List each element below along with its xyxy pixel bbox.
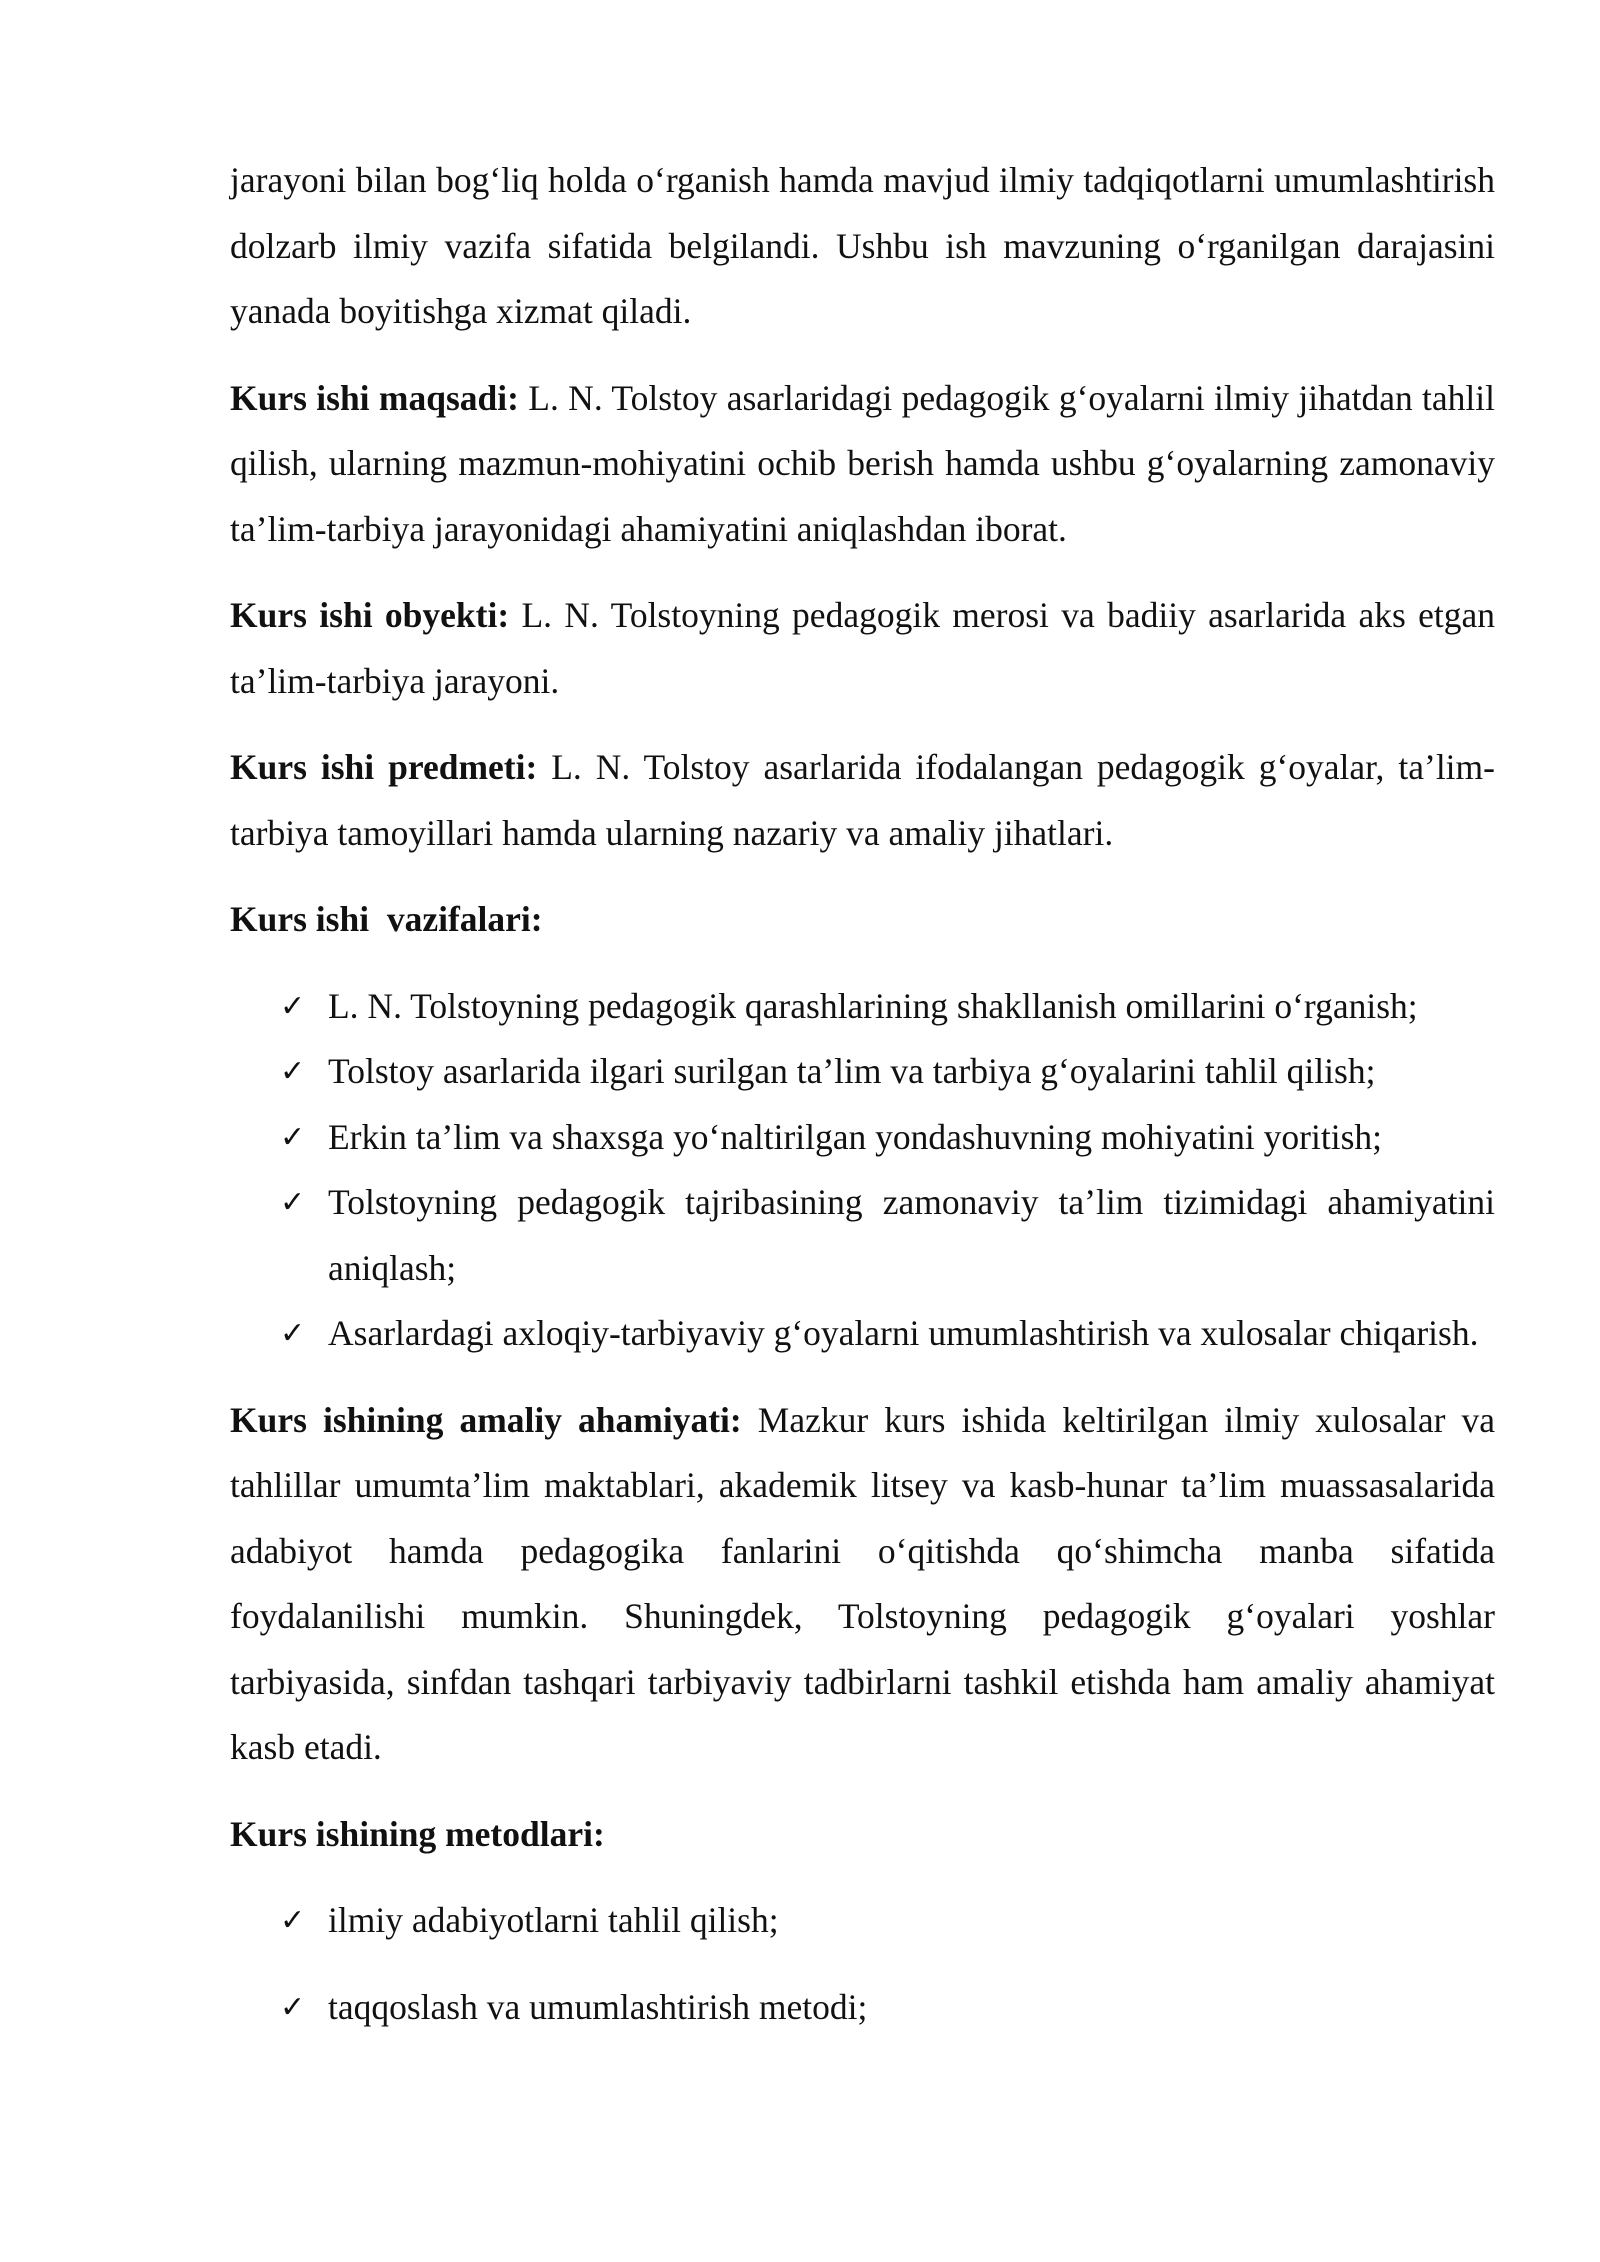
practical-paragraph bbox=[230, 1388, 1495, 1781]
list-item bbox=[280, 1105, 1495, 1171]
methods-heading: Kurs ishining metodlari: bbox=[230, 1813, 605, 1854]
checkmark-icon: ✓ bbox=[280, 1989, 306, 2025]
goal-text: L. N. Tolstoy asarlaridagi pedagogik g‘oyalarni ilmiy jihatdan tahlil qilish, ularning mazmun-mohiyatini ochib berish hamda ushbu g‘oyalarning zamonaviy ta’lim-tarbiya jarayonidagi ahamiyatini aniqlashdan iborat. bbox=[230, 377, 1495, 549]
methods-heading-paragraph bbox=[230, 1802, 1495, 1868]
checkmark-icon: ✓ bbox=[280, 1119, 306, 1155]
practical-text: Mazkur kurs ishida keltirilgan ilmiy xulosalar va tahlillar umumta’lim maktablari, akademik litsey va kasb-hunar ta’lim muassasalarida adabiyot hamda pedagogika fanlarini o‘qitishda qo‘shimcha manba sifatida foydalanilishi mumkin. Shuningdek, Tolstoyning pedagogik g‘oyalari yoshlar tarbiyasida, sinfdan tashqari tarbiyaviy tadbirlarni tashkil etishda ham amaliy ahamiyat kasb etadi. bbox=[230, 1399, 1495, 1767]
list-item bbox=[280, 1039, 1495, 1105]
practical-label: Kurs ishining amaliy ahamiyati: bbox=[230, 1399, 742, 1440]
tasks-list bbox=[230, 974, 1495, 1367]
checkmark-icon: ✓ bbox=[280, 988, 306, 1024]
methods-list bbox=[230, 1888, 1495, 2040]
task-text: Tolstoyning pedagogik tajribasining zamonaviy ta’lim tizimidagi ahamiyatini aniqlash; bbox=[328, 1182, 1495, 1288]
subject-text: L. N. Tolstoy asarlarida ifodalangan pedagogik g‘oyalar, ta’lim-tarbiya tamoyillari hamda ularning nazariy va amaliy jihatlari. bbox=[230, 747, 1495, 853]
intro-paragraph bbox=[230, 148, 1495, 345]
document-page bbox=[230, 148, 1495, 2061]
tasks-heading-paragraph bbox=[230, 887, 1495, 953]
list-item bbox=[280, 974, 1495, 1040]
checkmark-icon: ✓ bbox=[280, 1316, 306, 1351]
task-text: L. N. Tolstoyning pedagogik qarashlarining shakllanish omillarini o‘rganish; bbox=[328, 985, 1418, 1026]
method-text: ilmiy adabiyotlarni tahlil qilish; bbox=[328, 1900, 779, 1940]
checkmark-icon: ✓ bbox=[280, 1054, 306, 1089]
list-item bbox=[280, 1170, 1495, 1301]
list-item bbox=[280, 1888, 1495, 1954]
object-label: Kurs ishi obyekti: bbox=[230, 595, 510, 635]
checkmark-icon: ✓ bbox=[280, 1185, 306, 1220]
object-paragraph bbox=[230, 583, 1495, 714]
object-text: L. N. Tolstoyning pedagogik merosi va badiiy asarlarida aks etgan ta’lim-tarbiya jarayoni. bbox=[230, 595, 1496, 701]
intro-text: jarayoni bilan bog‘liq holda o‘rganish hamda mavjud ilmiy tadqiqotlarni umumlashtirish dolzarb ilmiy vazifa sifatida belgilandi. Ushbu ish mavzuning o‘rganilgan darajasini yanada boyitishga xizmat qiladi. bbox=[230, 160, 1495, 331]
list-item bbox=[280, 1975, 1495, 2041]
task-text: Asarlardagi axloqiy-tarbiyaviy g‘oyalarni umumlashtirish va xulosalar chiqarish. bbox=[328, 1313, 1479, 1353]
subject-paragraph bbox=[230, 735, 1495, 866]
task-text: Erkin ta’lim va shaxsga yo‘naltirilgan yondashuvning mohiyatini yoritish; bbox=[328, 1116, 1382, 1157]
list-item bbox=[280, 1301, 1495, 1367]
goal-paragraph bbox=[230, 366, 1495, 563]
subject-label: Kurs ishi predmeti: bbox=[230, 747, 538, 787]
goal-label: Kurs ishi maqsadi: bbox=[230, 377, 519, 418]
checkmark-icon: ✓ bbox=[280, 1903, 306, 1938]
method-text: taqqoslash va umumlashtirish metodi; bbox=[328, 1986, 868, 2027]
task-text: Tolstoy asarlarida ilgari surilgan ta’lim va tarbiya g‘oyalarini tahlil qilish; bbox=[328, 1051, 1376, 1091]
tasks-heading: Kurs ishi vazifalari: bbox=[230, 899, 543, 939]
